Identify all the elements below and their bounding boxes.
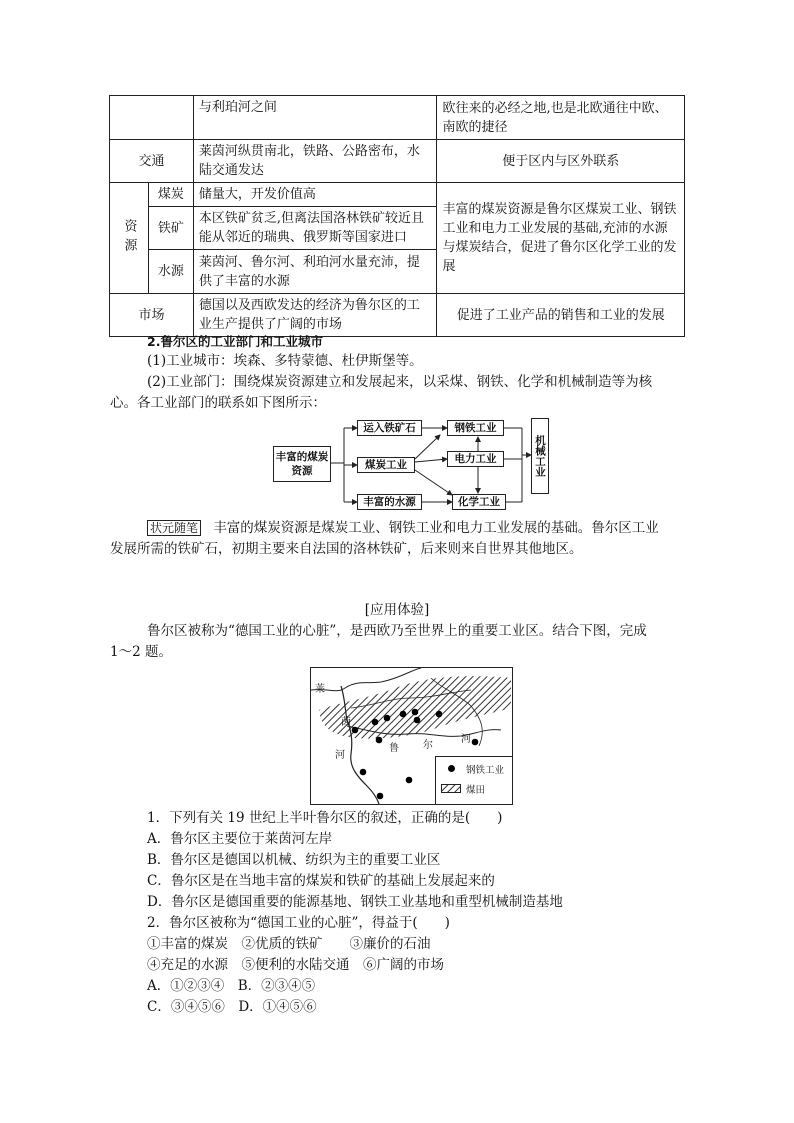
practice-heading: [应用体验] (364, 602, 430, 618)
map-legend (435, 756, 513, 805)
factor-transport: 交通 (110, 140, 194, 183)
sectors-line-2: 心。各工业部门的联系如下图所示： (110, 395, 326, 411)
factor-coal: 煤炭 (148, 183, 193, 207)
map-label-he: 河 (335, 750, 345, 761)
effect-market: 促进了工业产品的销售和工业的发展 (437, 294, 685, 337)
section-heading: 2.鲁尔区的工业部门和工业城市 (147, 334, 323, 349)
map-label-lu: 鲁 (389, 743, 399, 754)
effect-resources: 丰富的煤炭资源是鲁尔区煤炭工业、钢铁工业和电力工业发展的基础,充沛的水源与煤炭结合，促进了鲁尔区化学工业的发展 (437, 183, 685, 294)
q1-option-c: C．鲁尔区是在当地丰富的煤炭和铁矿的基础上发展起来的 (147, 873, 495, 889)
note-line-2: 发展所需的铁矿石，初期主要来自法国的洛林铁矿，后来则来自世界其他地区。 (110, 541, 583, 557)
q2-answers-cd: C．③④⑤⑥ D．①④⑤⑥ (147, 999, 317, 1015)
q2-options-1: ①丰富的煤炭 ②优质的铁矿 ③廉价的石油 (147, 936, 431, 952)
practice-intro-1: 鲁尔区被称为“德国工业的心脏”，是西欧乃至世界上的重要工业区。结合下图，完成 (147, 623, 647, 639)
map-label-he2: 河 (461, 734, 471, 745)
legend-coal-label: 煤田 (466, 785, 486, 796)
ruhr-map (310, 667, 513, 805)
effect-cell: 欧往来的必经之地,也是北欧通往中欧、南欧的捷径 (437, 96, 685, 140)
detail-market: 德国以及西欧发达的经济为鲁尔区的工业生产提供了广阔的市场 (193, 294, 437, 337)
detail-cell: 与利珀河之间 (193, 96, 437, 140)
map-label-er: 尔 (423, 740, 433, 751)
legend-hatch-icon (441, 784, 461, 793)
q2-options-2: ④充足的水源 ⑤便利的水陆交通 ⑥广阔的市场 (147, 957, 444, 973)
effect-transport: 便于区内与区外联系 (437, 140, 685, 183)
factor-water: 水源 (148, 250, 193, 294)
sectors-line-1: (2)工业部门：围绕煤炭资源建立和发展起来，以采煤、钢铁、化学和机械制造等为核 (147, 374, 653, 390)
q1-option-a: A．鲁尔区主要位于莱茵河左岸 (147, 831, 333, 847)
box-water-source: 丰富的水源 (357, 494, 422, 510)
practice-intro-2: 1～2 题。 (110, 644, 172, 660)
box-power: 电力工业 (447, 451, 504, 467)
q2-answers-ab: A．①②③④ B．②③④⑤ (147, 978, 316, 994)
resource-group-cell (110, 183, 149, 294)
box-chemical: 化学工业 (452, 494, 506, 510)
box-iron-ore: 运入铁矿石 (357, 420, 422, 436)
map-label-yin: 茵 (341, 717, 351, 728)
note-text-1: 丰富的煤炭资源是煤炭工业、钢铁工业和电力工业发展的基础。鲁尔区工业 (213, 520, 659, 536)
q1-option-b: B．鲁尔区是德国以机械、纺织为主的重要工业区 (147, 852, 441, 868)
box-coal-industry: 煤炭工业 (357, 457, 415, 473)
factor-iron: 铁矿 (148, 207, 193, 250)
box-machinery: 机械工业 (531, 418, 549, 494)
detail-iron: 本区铁矿贫乏,但离法国洛林铁矿较近且能从邻近的瑞典、俄罗斯等国家进口 (193, 207, 437, 250)
detail-water: 莱茵河、鲁尔河、利珀河水量充沛，提供了丰富的水源 (193, 250, 437, 294)
q1-option-d: D．鲁尔区是德国重要的能源基地、钢铁工业基地和重型机械制造基地 (147, 894, 563, 910)
cities-line: (1)工业城市：埃森、多特蒙德、杜伊斯堡等。 (147, 353, 423, 369)
resource-group-label: 资源 (121, 219, 137, 257)
q1-stem: 1．下列有关 19 世纪上半叶鲁尔区的叙述，正确的是( ) (147, 810, 503, 826)
box-steel: 钢铁工业 (447, 420, 504, 436)
conditions-table (109, 95, 685, 337)
box-coal-resource: 丰富的煤炭资源 (273, 446, 331, 482)
detail-coal: 储量大，开发价值高 (193, 183, 437, 207)
factor-market: 市场 (110, 294, 194, 337)
note-tag: 状元随笔 (147, 520, 201, 536)
detail-transport: 莱茵河纵贯南北，铁路、公路密布，水陆交通发达 (193, 140, 437, 183)
legend-steel-label: 钢铁工业 (466, 765, 505, 776)
note-line-1 (147, 518, 659, 539)
factor-cell (110, 96, 194, 140)
q2-stem: 2．鲁尔区被称为“德国工业的心脏”，得益于( ) (147, 915, 450, 931)
map-label-lai: 莱 (315, 684, 325, 695)
legend-dot-icon (448, 765, 455, 772)
